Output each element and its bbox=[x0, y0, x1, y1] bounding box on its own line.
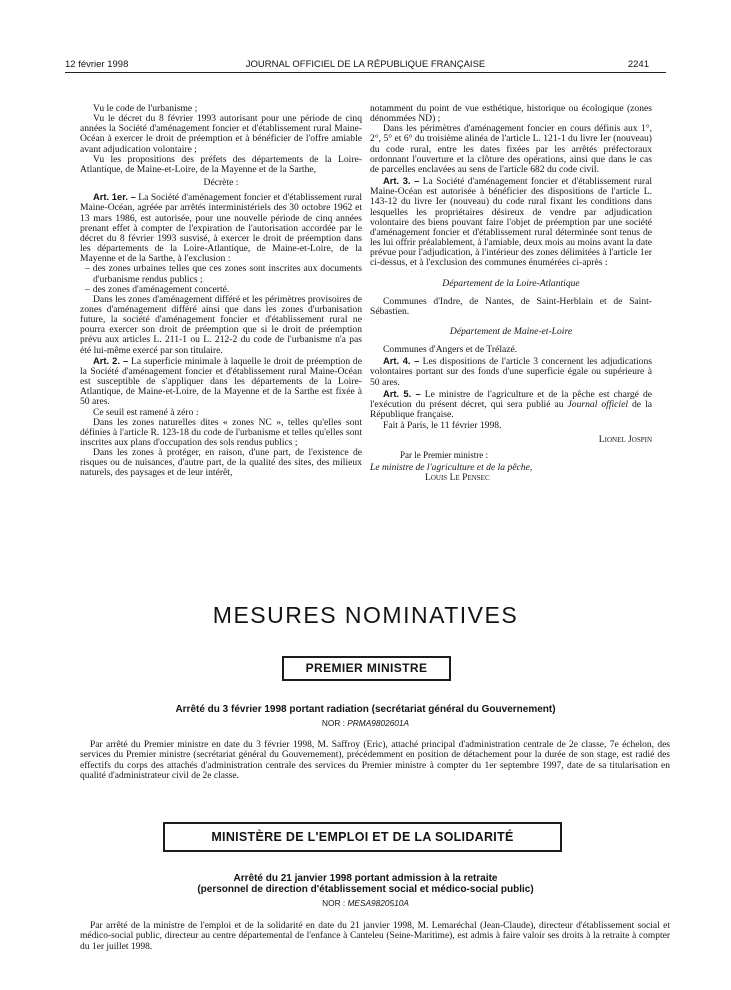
signatory-name: Lionel Jospin bbox=[598, 434, 652, 446]
journal-name: Journal officiel bbox=[567, 398, 629, 410]
list-item-text: des zones urbaines telles que ces zones sont inscrites aux documents d'urbanisme rendus publics ; bbox=[92, 263, 362, 285]
header-date: 12 février 1998 bbox=[65, 59, 129, 70]
decree-body bbox=[80, 740, 670, 781]
decrete-heading: Décrète : bbox=[203, 177, 239, 189]
article-text: La Société d'aménagement foncier et d'établissement rural Maine-Océan est autorisée à bénéficier des dispositions de l'article L. 143-12 du livre Ier (nouveau) du code rural fixant les conditions dans lesquelles les propriétaires désireux de vendre par adjudication volontaire des biens pouvant faire l'objet de préemption par une société d'aménagement foncier et d'établissement rural déterminée sont tenus de les lui offrir préalablement, à l'amiable, deux mois au moins avant la date prévue pour l'adjudication, à l'intérieur des zones délimitées à l'article 1er ci-dessus, et à l'exclusion des communes énumérées ci-après : bbox=[370, 176, 652, 269]
decree-body-text: Par arrêté du Premier ministre en date du 3 février 1998, M. Saffroy (Eric), attaché principal d'administration centrale de 2e classe, 7e échelon, des services du Premier ministre (secrétariat général du Gouvernement), précédemment en position de détachement pour la durée de son stage, est radié des effectifs du corps des attachés d'administration centrale des services du Premier ministre à compter du 1er septembre 1997, date de sa titularisation en qualité d'administrateur civil de 2e classe. bbox=[80, 740, 670, 781]
article-label: Art. 4. – bbox=[383, 355, 420, 367]
nor-code: MESA9820510A bbox=[347, 898, 409, 908]
nor-label: NOR : bbox=[322, 898, 348, 908]
paragraph: Vu le code de l'urbanisme ; bbox=[93, 103, 198, 114]
nor-label: NOR : bbox=[321, 718, 348, 728]
ministry-box-emploi-solidarite: MINISTÈRE DE L'EMPLOI ET DE LA SOLIDARITÉ bbox=[163, 822, 562, 852]
section-title: MESURES NOMINATIVES bbox=[212, 602, 519, 628]
department-heading: Département de Maine-et-Loire bbox=[449, 325, 573, 337]
decree-title: Arrêté du 3 février 1998 portant radiation (secrétariat général du Gouvernement) bbox=[175, 704, 556, 715]
decree-body bbox=[80, 921, 670, 952]
article-text: de la République française. bbox=[370, 398, 652, 421]
article-1 bbox=[80, 192, 362, 264]
article-3 bbox=[370, 176, 652, 268]
paragraph: notamment du point de vue esthétique, historique ou écologique (zones dénommées ND) ; bbox=[370, 103, 652, 125]
paragraph: Dans les zones à protéger, en raison, d'une part, de l'existence de risques ou de nuisances, d'autre part, de la qualité des sites, des milieux naturels, des paysages et de leur intérêt, bbox=[80, 447, 362, 479]
decree-body-text: Par arrêté de la ministre de l'emploi et de la solidarité en date du 21 janvier 1998, M. Lemaréchal (Jean-Claude), directeur d'établissement social et médico-social public, directeur au centre départemental de l'enfance à Canteleu (Seine-Maritime), est admis à faire valoir ses droits à la retraite à compter du 1er juillet 1998. bbox=[80, 921, 670, 952]
department-heading: Département de la Loire-Atlantique bbox=[442, 277, 580, 289]
article-text: Le ministre de l'agriculture et de la pêche est chargé de l'exécution du présent décret, qui sera publié au bbox=[370, 388, 652, 410]
header-journal-title: JOURNAL OFFICIEL DE LA RÉPUBLIQUE FRANÇAISE bbox=[245, 59, 486, 70]
list-item-text: des zones d'aménagement concerté. bbox=[92, 283, 230, 295]
minister-name: Louis Le Pensec bbox=[425, 471, 490, 483]
article-text: La Société d'aménagement foncier et d'établissement rural Maine-Océan, agréée par arrêtés interministériels des 30 octobre 1962 et 13 mars 1986, est autorisée, pour une nouvelle période de cinq années prenant effet à compter de l'expiration de l'autorisation accordée par le décret du 8 février 1993 susvisé, à exercer le droit de préemption dans les départements de la Loire-Atlantique, de Maine-et-Loire, de la Mayenne et de la Sarthe, à l'exclusion : bbox=[80, 192, 363, 265]
article-label: Art. 5. – bbox=[383, 387, 421, 399]
left-column bbox=[80, 104, 362, 479]
article-text: La superficie minimale à laquelle le droit de préemption de la Société d'aménagement foncier et d'établissement rural Maine-Océan est susceptible de s'appliquer dans les départements de la Loire-Atlantique, de Maine-et-Loire, de la Mayenne et de la Sarthe est fixée à 50 ares. bbox=[80, 355, 362, 408]
nor-reference bbox=[0, 718, 731, 728]
article-5 bbox=[370, 389, 652, 420]
dash-bullet: – bbox=[85, 263, 90, 275]
paragraph: Dans les zones d'aménagement différé et les périmètres provisoires de zones d'aménagement différé ainsi que dans les zones d'urbanisation future, la société d'aménagement foncier et d'établissement rural ne pourra exercer son droit de préemption que si le droit de préemption prévu aux articles L. 211-1 ou L. 212-2 du code de l'urbanisme n'a pas été lui-même exercé par son titulaire. bbox=[80, 293, 362, 356]
nor-reference bbox=[0, 898, 731, 908]
decree-title: Arrêté du 21 janvier 1998 portant admission à la retraite bbox=[233, 873, 498, 884]
article-text: Les dispositions de l'article 3 concernent les adjudications volontaires portant sur des fonds d'une superficie égale ou supérieure à 50 ares. bbox=[370, 356, 652, 388]
article-2 bbox=[80, 356, 362, 408]
article-label: Art. 2. – bbox=[93, 354, 129, 366]
paragraph: Dans les zones naturelles dites « zones NC », telles qu'elles sont définies à l'article R. 123-18 du code de l'urbanisme et telles qu'elles sont inscrites aux plans d'occupation des sols rendus publics ; bbox=[80, 416, 362, 448]
paragraph: Ce seuil est ramené à zéro : bbox=[93, 406, 199, 418]
header-rule bbox=[65, 72, 666, 73]
right-column bbox=[370, 104, 652, 483]
article-label: Art. 1er. – bbox=[93, 191, 136, 203]
article-label: Art. 3. – bbox=[383, 175, 420, 187]
list-item bbox=[80, 264, 362, 284]
ministry-box-premier-ministre: PREMIER MINISTRE bbox=[282, 656, 451, 681]
minister-title: Le ministre de l'agriculture et de la pêche, bbox=[370, 461, 533, 473]
paragraph: Dans les périmètres d'aménagement foncier en cours définis aux 1°, 2°, 5° et 6° du troisième alinéa de l'article L. 121-1 du livre Ier (nouveau) du code rural, entre les dates fixées par les arrêtés préfectoraux ordonnant l'ouverture et la clôture des opérations, ainsi que dans le cas de parcelles enclavées au sens de l'article 682 du code civil. bbox=[370, 123, 652, 175]
nor-code: PRMA9802601A bbox=[347, 718, 410, 728]
dash-bullet: – bbox=[85, 283, 90, 295]
communes-list: Communes d'Angers et de Trélazé. bbox=[383, 344, 518, 356]
paragraph: Vu le décret du 8 février 1993 autorisant pour une période de cinq années la Société d'aménagement foncier et d'établissement rural Maine-Océan à exercer le droit de préemption et à bénéficier de l'offre amiable avant adjudication volontaire ; bbox=[80, 113, 362, 155]
decree-subtitle: (personnel de direction d'établissement social et médico-social public) bbox=[197, 884, 534, 895]
signature-preamble: Par le Premier ministre : bbox=[400, 449, 488, 460]
header-page-number: 2241 bbox=[627, 59, 649, 70]
article-4 bbox=[370, 356, 652, 387]
date-line: Fait à Paris, le 11 février 1998. bbox=[383, 420, 502, 432]
communes-list: Communes d'Indre, de Nantes, de Saint-Herblain et de Saint-Sébastien. bbox=[370, 295, 652, 317]
paragraph: Vu les propositions des préfets des départements de la Loire-Atlantique, de Maine-et-Loire, de la Mayenne et de la Sarthe, bbox=[80, 153, 362, 175]
